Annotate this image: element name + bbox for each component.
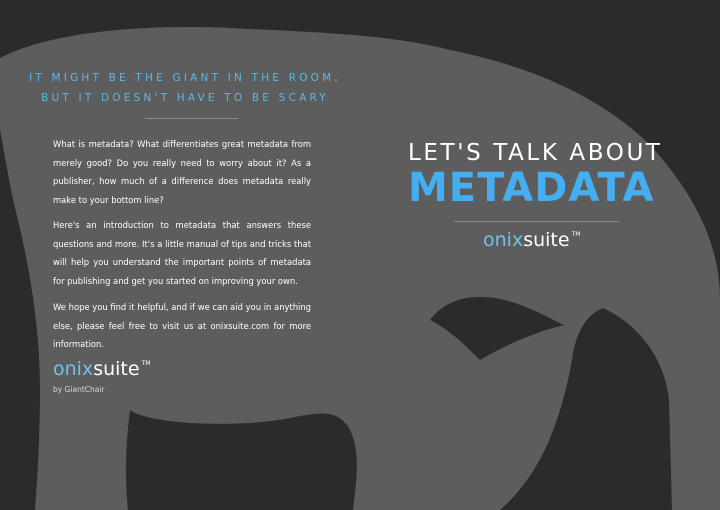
logo-suite: suite <box>523 229 570 251</box>
onixsuite-logo-cover <box>483 229 580 251</box>
logo-suite: suite <box>93 358 140 380</box>
logo-trademark: TM <box>571 231 581 238</box>
logo-onix: onix <box>483 229 524 251</box>
intro-paragraph-2: Here's an introduction to metadata that answers these questions and more. It's a little manual of tips and tricks that will help you understand the important points of metadata for publishing and get you started on improving your own. <box>53 220 311 286</box>
cover-heading-top: LET'S TALK ABOUT <box>408 140 663 166</box>
onixsuite-logo <box>53 358 150 380</box>
logo-onix: onix <box>53 358 94 380</box>
cover-divider <box>454 221 619 222</box>
tagline-divider <box>145 118 238 119</box>
logo-trademark: TM <box>141 360 151 367</box>
intro-paragraph-3: We hope you find it helpful, and if we can aid you in anything else, please feel free to visit us at onixsuite.com for more information. <box>53 302 311 349</box>
byline: by GiantChair <box>53 385 105 394</box>
intro-paragraph-1: What is metadata? What differentiates great metadata from merely good? Do you really need to worry about it? As a publisher, how much of a difference does metadata really make to your bottom line? <box>53 139 311 205</box>
cover-heading-main: METADATA <box>408 165 655 211</box>
tagline-line-2: BUT IT DOESN'T HAVE TO BE SCARY <box>41 92 329 104</box>
tagline-line-1: IT MIGHT BE THE GIANT IN THE ROOM, <box>29 72 341 84</box>
